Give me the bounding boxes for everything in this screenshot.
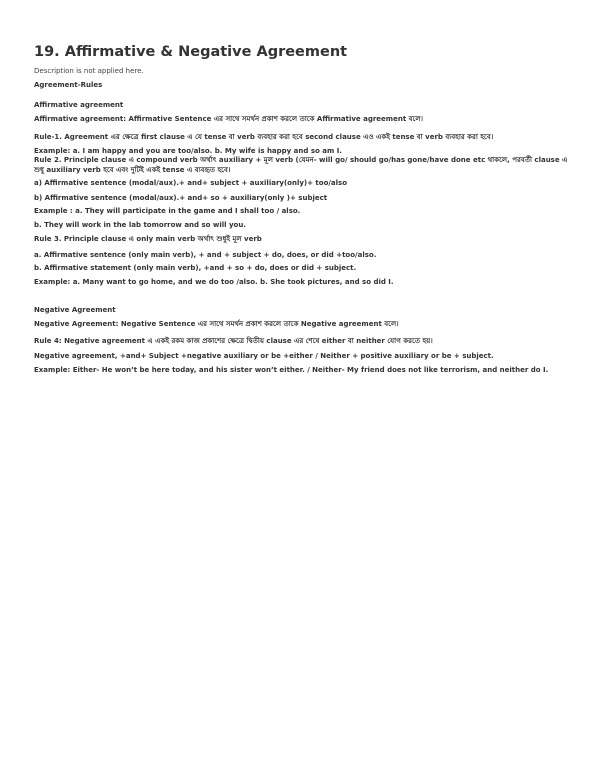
- negative-example-text: Example: Either- He won’t be here today, and his sister won’t either. / Neither- My friend does not like terrorism, and neither do I.: [34, 366, 549, 374]
- example-2a-text: Example : a. They will participate in the game and I shall too / also.: [34, 207, 301, 215]
- rule-3-text: Rule 3. Principle clause এ only main verb অর্থাৎ শুধুই মূল verb: [34, 235, 262, 243]
- page-title: 19. Affirmative & Negative Agreement: [34, 44, 348, 60]
- rule-1-text: Rule-1. Agreement এর ক্ষেত্রে first clause এ যে tense বা verb ব্যবহার করা হবে second clause এও একই tense বা verb ব্যবহার করা হবে।: [34, 133, 494, 141]
- rule-2-text-line-1: Rule 2. Principle clause এ compound verb অর্থাৎ auxiliary + মূল verb (যেমন- will go/ should go/has gone/have done etc থাকলে, পরবর্তী clause এ: [34, 156, 568, 164]
- section-heading: Agreement-Rules: [34, 81, 103, 89]
- negative-heading: Negative Agreement: [34, 306, 116, 314]
- rule-2-text-line-2: শুধু auxiliary verb হবে এবং দুটিই একই tense এ ব্যবহৃত হবে।: [34, 166, 231, 174]
- affirmative-definition: Affirmative agreement: Affirmative Sentence এর সাথে সমর্থন প্রকাশ করলে তাকে Affirmative agreement বলে।: [34, 115, 424, 123]
- negative-definition: Negative Agreement: Negative Sentence এর সাথে সমর্থন প্রকাশ করলে তাকে Negative agreement বলে।: [34, 320, 399, 328]
- example-3-text: Example: a. Many want to go home, and we do too /also. b. She took pictures, and so did I.: [34, 278, 394, 286]
- example-2b-text: b. They will work in the lab tomorrow and so will you.: [34, 221, 246, 229]
- negative-structure-text: Negative agreement, +and+ Subject +negative auxiliary or be +either / Neither + positive auxiliary or be + subject.: [34, 352, 494, 360]
- structure-a-text: a) Affirmative sentence (modal/aux).+ and+ subject + auxiliary(only)+ too/also: [34, 179, 348, 187]
- description-text: Description is not applied here.: [34, 67, 144, 75]
- rule-3b-text: b. Affirmative statement (only main verb), +and + so + do, does or did + subject.: [34, 264, 357, 272]
- rule-3a-text: a. Affirmative sentence (only main verb), + and + subject + do, does, or did +too/also.: [34, 251, 377, 259]
- structure-b-text: b) Affirmative sentence (modal/aux).+ and+ so + auxiliary(only )+ subject: [34, 194, 328, 202]
- affirmative-heading: Affirmative agreement: [34, 101, 124, 109]
- rule-4-text: Rule 4: Negative agreement এ একই রকম কাজ প্রকাশের ক্ষেত্রে দ্বিতীয় clause এর শেষে either বা neither যোগ করতে হয়।: [34, 337, 433, 345]
- example-1-text: Example: a. I am happy and you are too/also. b. My wife is happy and so am I.: [34, 147, 342, 155]
